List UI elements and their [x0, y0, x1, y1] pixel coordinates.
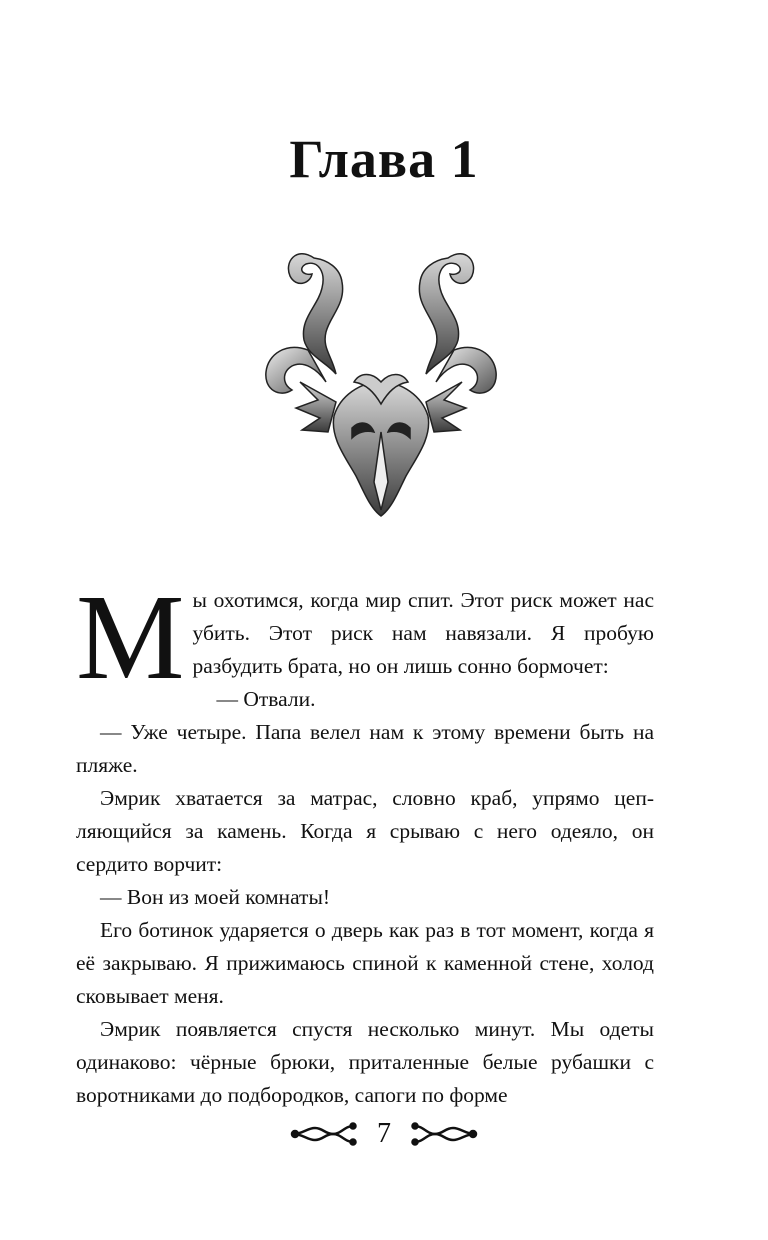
chapter-title: Глава 1 [289, 129, 479, 189]
drop-cap: М [76, 570, 185, 705]
paragraph: Эмрик появляется спустя несколько минут. Мы одеты одинаково: чёрные брюки, приталенные белые рубашки с воротниками до подбородков, сапоги по форме [76, 1017, 654, 1107]
left-flourish-icon [289, 1120, 359, 1148]
right-flourish-icon [409, 1120, 479, 1148]
chapter-text [76, 570, 654, 1112]
paragraph: Его ботинок ударяется о дверь как раз в тот момент, когда я её закрываю. Я прижимаюсь спиной к каменной стене, холод сковывает меня. [76, 918, 654, 1008]
paragraph: — Вон из моей комнаты! [100, 885, 331, 909]
paragraph: — Отвали. [216, 687, 316, 711]
paragraph: — Уже четыре. Папа велел нам к этому времени быть на пляже. [76, 720, 654, 777]
dragon-emblem-icon [256, 232, 506, 522]
paragraph: Мы охотимся, когда мир спит. Этот риск может нас убить. Этот риск нам навязали. Я пробую разбудить брата, но он лишь сонно бормочет: [76, 570, 654, 705]
page-footer [0, 1118, 768, 1150]
paragraph: Эмрик хватается за матрас, словно краб, упрямо цепляющийся за камень. Когда я срываю с него одеяло, он сердито ворчит: [76, 786, 654, 876]
page-number: 7 [377, 1118, 391, 1149]
